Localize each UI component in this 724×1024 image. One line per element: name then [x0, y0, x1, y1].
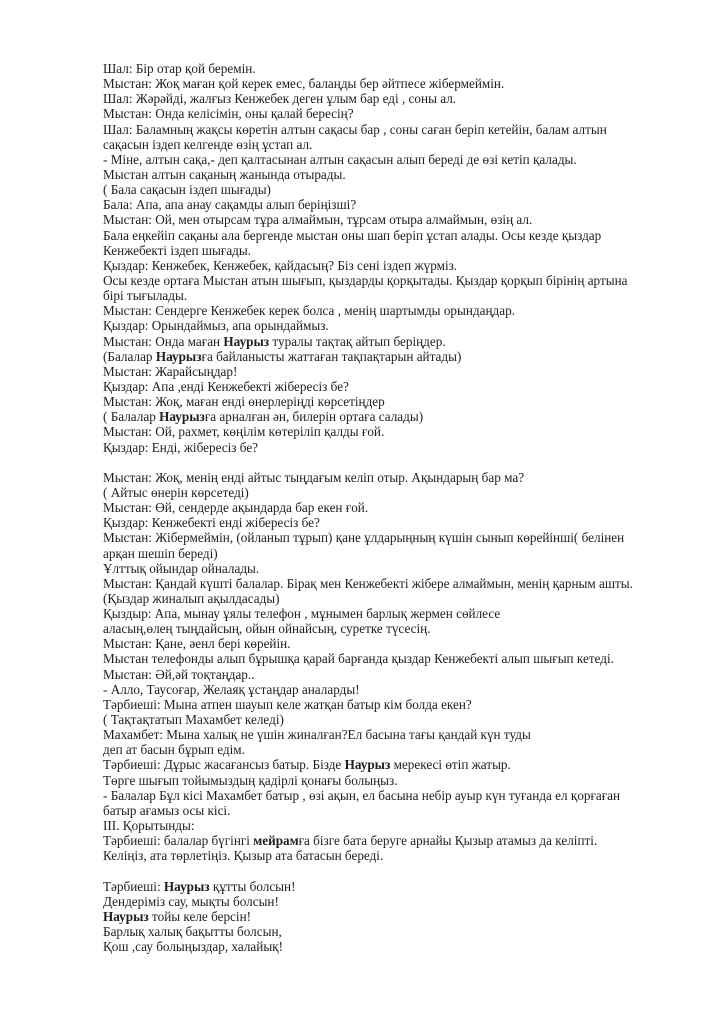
text-line — [103, 470, 678, 485]
text-segment: Қош ,сау болыңыздар, халайық! — [103, 939, 283, 955]
text-segment: Барлық халық бақытты болсын, — [103, 924, 282, 940]
text-segment: Осы кезде ортаға Мыстан атын шығып, қыздарды қорқытады. Қыздар қорқып бірінің артына — [103, 272, 628, 288]
text-segment: деп ат басын бұрып едім. — [103, 742, 245, 758]
text-segment: ға байланысты жаттаған тақпақтарын айтады) — [201, 348, 462, 364]
blank-line — [103, 863, 678, 878]
text-line — [103, 667, 678, 682]
text-line — [103, 879, 678, 894]
text-line — [103, 727, 678, 742]
text-segment: Бала: Апа, апа анау сақамды алып беріңізші? — [103, 197, 357, 213]
text-segment: тойы келе берсін! — [148, 908, 252, 924]
text-segment: (Қыздар жиналып ақылдасады) — [103, 590, 280, 606]
text-line — [103, 318, 678, 333]
text-line — [103, 91, 678, 106]
text-segment: Дендеріміз сау, мықты болсын! — [103, 893, 279, 909]
text-segment: Қыздыр: Апа, мынау ұялы телефон , мұнымен барлық жермен сөйлесе — [103, 606, 501, 622]
text-line — [103, 939, 678, 954]
text-line — [103, 591, 678, 606]
text-segment: батыр ағамыз осы кісі. — [103, 802, 231, 818]
text-line — [103, 546, 678, 561]
text-segment: (Балалар — [103, 348, 156, 364]
text-segment: Шал: Баламның жақсы көретін алтын сақасы бар , соны саған беріп кетейін, балам алтын — [103, 121, 607, 137]
text-segment: Ұлттық ойындар ойналады. — [103, 560, 260, 576]
text-line — [103, 515, 678, 530]
text-line — [103, 909, 678, 924]
text-line — [103, 349, 678, 364]
text-line — [103, 485, 678, 500]
text-line — [103, 742, 678, 757]
text-segment: ( Тақтақтатып Махамбет келеді) — [103, 712, 284, 728]
text-segment: Мыстан: Жоқ, маған енді өнерлеріңді көрсетіңдер — [103, 394, 385, 410]
text-segment: Мыстан: Ой, мен отырсам тұра алмаймын, тұрсам отыра алмаймын, өзің ал. — [103, 212, 533, 228]
blank-line — [103, 455, 678, 470]
text-line — [103, 818, 678, 833]
text-line — [103, 636, 678, 651]
text-segment: Мыстан: Қандай күшті балалар. Бірақ мен Кенжебекті жібере алмаймын, менің қарным ашты. — [103, 575, 633, 591]
text-line — [103, 576, 678, 591]
emphasized-text: мейрам — [253, 833, 299, 849]
text-segment: ға бізге бата беруге арнайы Қызыр атамыз да келіпті. — [298, 833, 598, 849]
text-line — [103, 334, 678, 349]
text-segment: Мыстан: Қане, әенл бері көрейін. — [103, 636, 291, 652]
text-line — [103, 379, 678, 394]
text-segment: Қыздар: Апа ,енді Кенжебекті жібересіз бе? — [103, 378, 349, 394]
text-segment: Мыстан телефонды алып бұрышқа қарай барғанда қыздар Кенжебекті алып шығып кетеді. — [103, 651, 614, 667]
text-segment: сақасын іздеп келгенде өзің ұстап ал. — [103, 136, 313, 152]
document-body — [103, 61, 678, 954]
text-segment: Мыстан: Жоқ, менің енді айтыс тыңдағым келіп отыр. Ақындарың бар ма? — [103, 469, 525, 485]
text-segment: Бала еңкейіп сақаны ала бергенде мыстан оны шап беріп ұстап алады. Осы кезде қыздар — [103, 227, 602, 243]
text-segment: Төрге шығып тойымыздың қадірлі қонағы болыңыз. — [103, 772, 398, 788]
emphasized-text: Наурыз — [159, 409, 205, 425]
text-line — [103, 288, 678, 303]
text-segment: Мыстан: Жібермеймін, (ойланып тұрып) қане ұлдарыңның күшін сынып көрейінші( белінен — [103, 530, 625, 546]
text-line — [103, 137, 678, 152]
text-segment: Қыздар: Орындаймыз, апа орындаймыз. — [103, 318, 329, 334]
text-line — [103, 182, 678, 197]
emphasized-text: Наурыз — [344, 757, 391, 773]
text-line — [103, 197, 678, 212]
text-segment: Мыстан: Онда маған — [103, 333, 224, 349]
text-segment: туралы тақтақ айтып беріңдер. — [269, 333, 446, 349]
text-segment: Шал: Бір отар қой беремін. — [103, 61, 256, 76]
text-line — [103, 152, 678, 167]
text-line — [103, 651, 678, 666]
text-segment: Тәрбиеші: Мына атпен шауып келе жатқан батыр кім болда екен? — [103, 696, 472, 712]
emphasized-text: Наурыз — [103, 908, 149, 924]
emphasized-text: Наурыз — [223, 333, 270, 349]
text-line — [103, 106, 678, 121]
text-line — [103, 212, 678, 227]
text-line — [103, 61, 678, 76]
text-segment: Мыстан алтын сақаның жанында отырады. — [103, 166, 346, 182]
text-line — [103, 773, 678, 788]
text-line — [103, 848, 678, 863]
text-segment: Келіңіз, ата төрлетіңіз. Қызыр ата батасын береді. — [103, 848, 384, 864]
text-line — [103, 273, 678, 288]
text-segment: Махамбет: Мына халық не үшін жиналған?Ел басына тағы қандай күн туды — [103, 727, 531, 743]
text-line — [103, 167, 678, 182]
text-line — [103, 712, 678, 727]
text-segment: Мыстан: Өй, сендерде ақындарда бар екен ғой. — [103, 500, 369, 516]
text-line — [103, 894, 678, 909]
text-segment: аласың,өлең тыңдайсың, ойын ойнайсың, суретке түсесің. — [103, 621, 431, 637]
text-line — [103, 303, 678, 318]
text-line — [103, 424, 678, 439]
emphasized-text: Наурыз — [155, 348, 202, 364]
text-segment: бірі тығылады. — [103, 288, 188, 304]
text-line — [103, 228, 678, 243]
text-segment: Тәрбиеші: Дұрыс жасағансыз батыр. Бізде — [103, 757, 345, 773]
text-segment: Мыстан: Жоқ маған қой керек емес, балаңды бер әйтпесе жібермеймін. — [103, 76, 505, 92]
text-segment: Мыстан: Әй,әй тоқтаңдар.. — [103, 666, 255, 682]
text-segment: ( Айтыс өнерін көрсетеді) — [103, 484, 249, 500]
text-segment: мерекесі өтіп жатыр. — [390, 757, 511, 773]
text-segment: құтты болсын! — [209, 878, 296, 894]
text-segment: арқан шешіп береді) — [103, 545, 218, 561]
text-line — [103, 243, 678, 258]
text-line — [103, 561, 678, 576]
text-segment: - Балалар Бұл кісі Махамбет батыр , өзі ақын, ел басына небір ауыр күн туғанда ел қорғаған — [103, 787, 621, 803]
text-segment: ға арналған ән, билерін ортаға салады) — [204, 409, 424, 425]
text-line — [103, 530, 678, 545]
text-segment: Қыздар: Кенжебекті енді жібересіз бе? — [103, 515, 320, 531]
text-segment: Мыстан: Сендерге Кенжебек керек болса , менің шартымды орындаңдар. — [103, 303, 515, 319]
text-line — [103, 924, 678, 939]
text-line — [103, 500, 678, 515]
text-line — [103, 440, 678, 455]
text-line — [103, 833, 678, 848]
text-line — [103, 621, 678, 636]
text-segment: ( Бала сақасын іздеп шығады) — [103, 182, 271, 198]
text-line — [103, 757, 678, 772]
text-segment: Қыздар: Енді, жібересіз бе? — [103, 439, 259, 455]
text-segment: - Міне, алтын сақа,- деп қалтасынан алтын сақасын алып береді де өзі кетіп қалады. — [103, 151, 577, 167]
text-segment: Тәрбиеші: балалар бүгінгі — [103, 833, 254, 849]
text-segment: ( Балалар — [103, 409, 160, 425]
text-segment: Шал: Жәрәйді, жалғыз Кенжебек деген ұлым бар еді , соны ал. — [103, 91, 457, 107]
text-line — [103, 76, 678, 91]
text-line — [103, 394, 678, 409]
text-line — [103, 258, 678, 273]
text-segment: Мыстан: Онда келісімін, оны қалай бересің? — [103, 106, 354, 122]
text-segment: - Алло, Таусоғар, Желаяқ ұстаңдар аналарды! — [103, 681, 360, 697]
text-segment: Қыздар: Кенжебек, Кенжебек, қайдасың? Біз сені іздеп жүрміз. — [103, 257, 458, 273]
text-segment: Мыстан: Жарайсыңдар! — [103, 363, 238, 379]
text-segment: ІІІ. Қорытынды: — [103, 818, 195, 834]
text-line — [103, 803, 678, 818]
text-line — [103, 122, 678, 137]
text-line — [103, 364, 678, 379]
text-segment: Мыстан: Ой, рахмет, көңілім көтеріліп қалды ғой. — [103, 424, 385, 440]
text-line — [103, 606, 678, 621]
text-segment: Тәрбиеші: — [103, 878, 164, 894]
text-line — [103, 697, 678, 712]
text-segment: Кенжебекті іздеп шығады. — [103, 242, 252, 258]
text-line — [103, 682, 678, 697]
text-line — [103, 409, 678, 424]
emphasized-text: Наурыз — [163, 878, 210, 894]
text-line — [103, 788, 678, 803]
